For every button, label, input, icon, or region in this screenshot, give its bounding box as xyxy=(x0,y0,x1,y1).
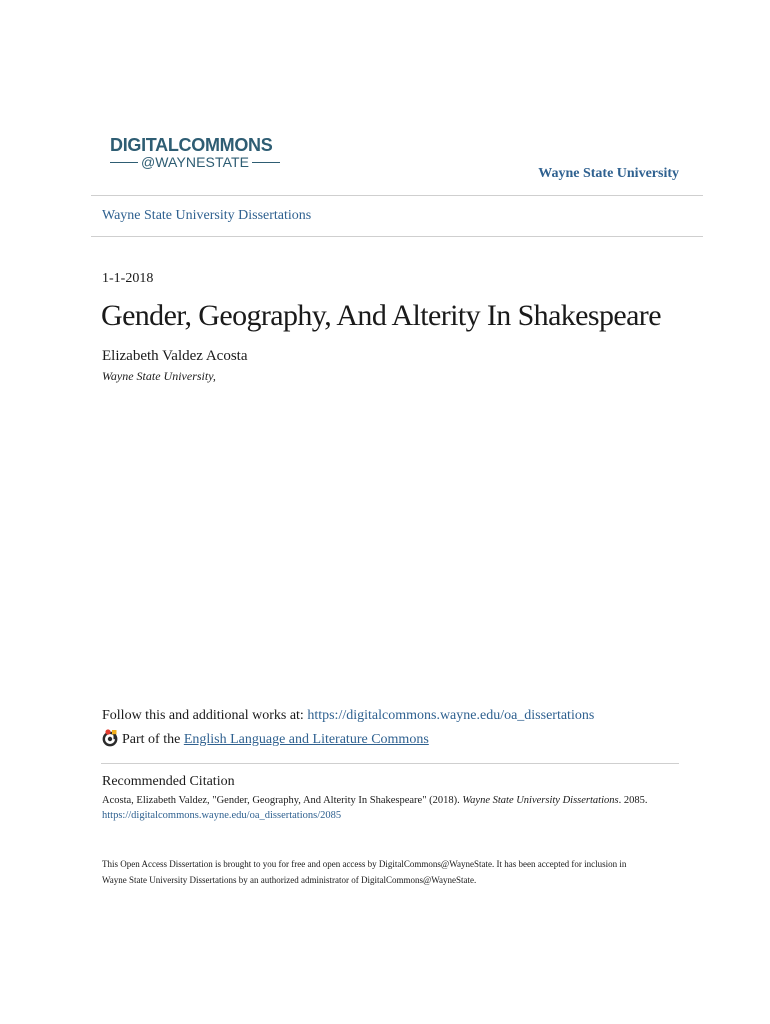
logo-rule-left xyxy=(110,162,138,163)
citation-url-link[interactable]: https://digitalcommons.wayne.edu/oa_dissertations/2085 xyxy=(102,810,342,821)
citation-series: Wayne State University Dissertations xyxy=(462,795,619,806)
notice-line-2: Wayne State University Dissertations by an authorized administrator of DigitalCommons@WayneState. xyxy=(102,875,477,885)
commons-link[interactable]: English Language and Literature Commons xyxy=(183,732,429,747)
university-link[interactable]: Wayne State University xyxy=(538,166,679,181)
follow-line xyxy=(102,708,594,724)
follow-label: Follow this and additional works at: xyxy=(102,708,304,723)
logo-rule-right xyxy=(252,162,280,163)
document-title: Gender, Geography, And Alterity In Shakespeare xyxy=(101,299,661,332)
network-commons-icon xyxy=(101,729,119,747)
part-of-label: Part of the xyxy=(122,732,181,747)
publication-date: 1-1-2018 xyxy=(102,271,154,286)
collection-link[interactable]: Wayne State University Dissertations xyxy=(102,208,312,223)
citation-text xyxy=(102,795,647,806)
notice-line-1: This Open Access Dissertation is brought to you for free and open access by DigitalCommons@WayneState. It has been accepted for inclusion in xyxy=(102,859,627,869)
collection-divider xyxy=(91,236,703,237)
recommended-citation-heading: Recommended Citation xyxy=(102,774,235,789)
author-affiliation: Wayne State University, xyxy=(102,369,216,383)
header-divider xyxy=(91,195,703,196)
logo-wordmark: DIGITALCOMMONS xyxy=(110,135,273,155)
logo-subtitle: @WAYNESTATE xyxy=(140,154,250,170)
open-access-notice xyxy=(102,856,682,888)
author-name: Elizabeth Valdez Acosta xyxy=(102,348,248,364)
citation-divider xyxy=(101,763,679,764)
citation-number: . 2085. xyxy=(618,795,648,806)
digitalcommons-logo[interactable] xyxy=(110,135,282,175)
citation-main: Acosta, Elizabeth Valdez, "Gender, Geography, And Alterity In Shakespeare" (2018). xyxy=(102,795,460,806)
part-of-line xyxy=(101,731,429,749)
follow-url-link[interactable]: https://digitalcommons.wayne.edu/oa_dissertations xyxy=(307,708,595,723)
